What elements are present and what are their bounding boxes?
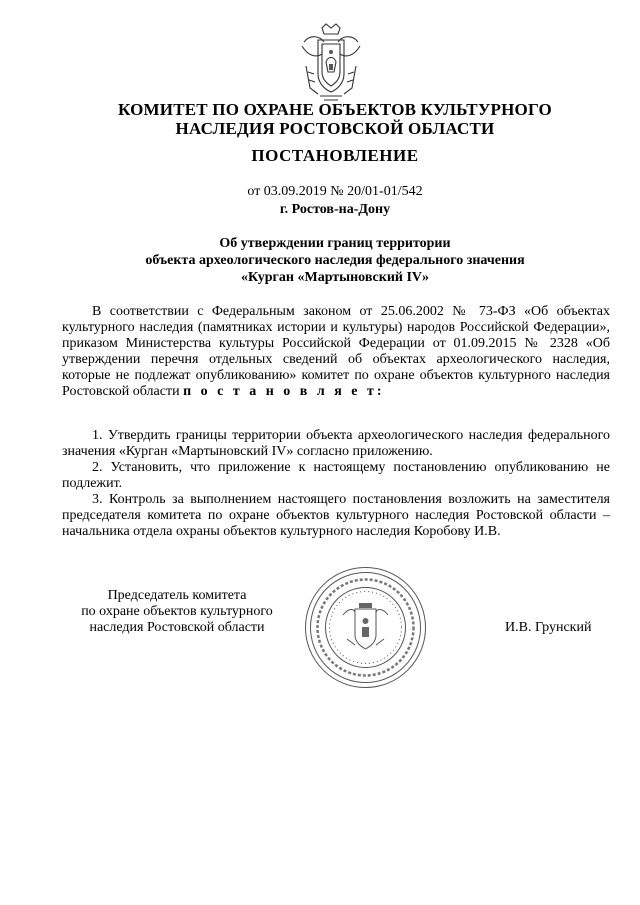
item-3: 3. Контроль за выполнением настоящего постановления возложить на заместителя председателя комитета по охране объектов культурного наследия Ростовской области – начальника отдела охраны объектов культурного наследия Коробову И.В. [62, 492, 610, 539]
document-subject: Об утверждении границ территории объекта археологического наследия федерального значения «Курган «Мартыновский IV» [145, 236, 525, 285]
organization-name: КОМИТЕТ ПО ОХРАНЕ ОБЪЕКТОВ КУЛЬТУРНОГО НАСЛЕДИЯ РОСТОВСКОЙ ОБЛАСТИ [118, 100, 552, 138]
date-number-block [40, 183, 630, 219]
preamble-paragraph: В соответствии с Федеральным законом от 25.06.2002 № 73-ФЗ «Об объектах культурного наследия (памятниках истории и культуры) народов Российской Федерации», приказом Министерства культуры Российской Федерации от 01.09.2015 № 2328 «Об утверждении перечня отдельных сведений об объектах археологического наследия, которые не подлежат опубликованию» комитет по охране объектов культурного наследия Ростовской области п о с т а н о в л я е т: [62, 304, 610, 399]
date-number: от 03.09.2019 № 20/01-01/542 [247, 184, 423, 199]
coat-of-arms-icon [296, 22, 366, 104]
official-seal-icon [303, 565, 428, 690]
city: г. Ростов-на-Дону [279, 202, 391, 217]
signatory-name: И.В. Грунский [505, 620, 592, 635]
item-2: 2. Установить, что приложение к настоящему постановлению опубликованию не подлежит. [62, 460, 610, 491]
signatory-position: Председатель комитета по охране объектов культурного наследия Ростовской области [81, 588, 273, 635]
resolves-word: п о с т а н о в л я е т: [183, 384, 385, 399]
document-type: ПОСТАНОВЛЕНИЕ [251, 146, 419, 165]
item-1: 1. Утвердить границы территории объекта археологического наследия федерального значения «Курган «Мартыновский IV» согласно приложению. [62, 428, 610, 459]
resolution-items [62, 428, 610, 540]
